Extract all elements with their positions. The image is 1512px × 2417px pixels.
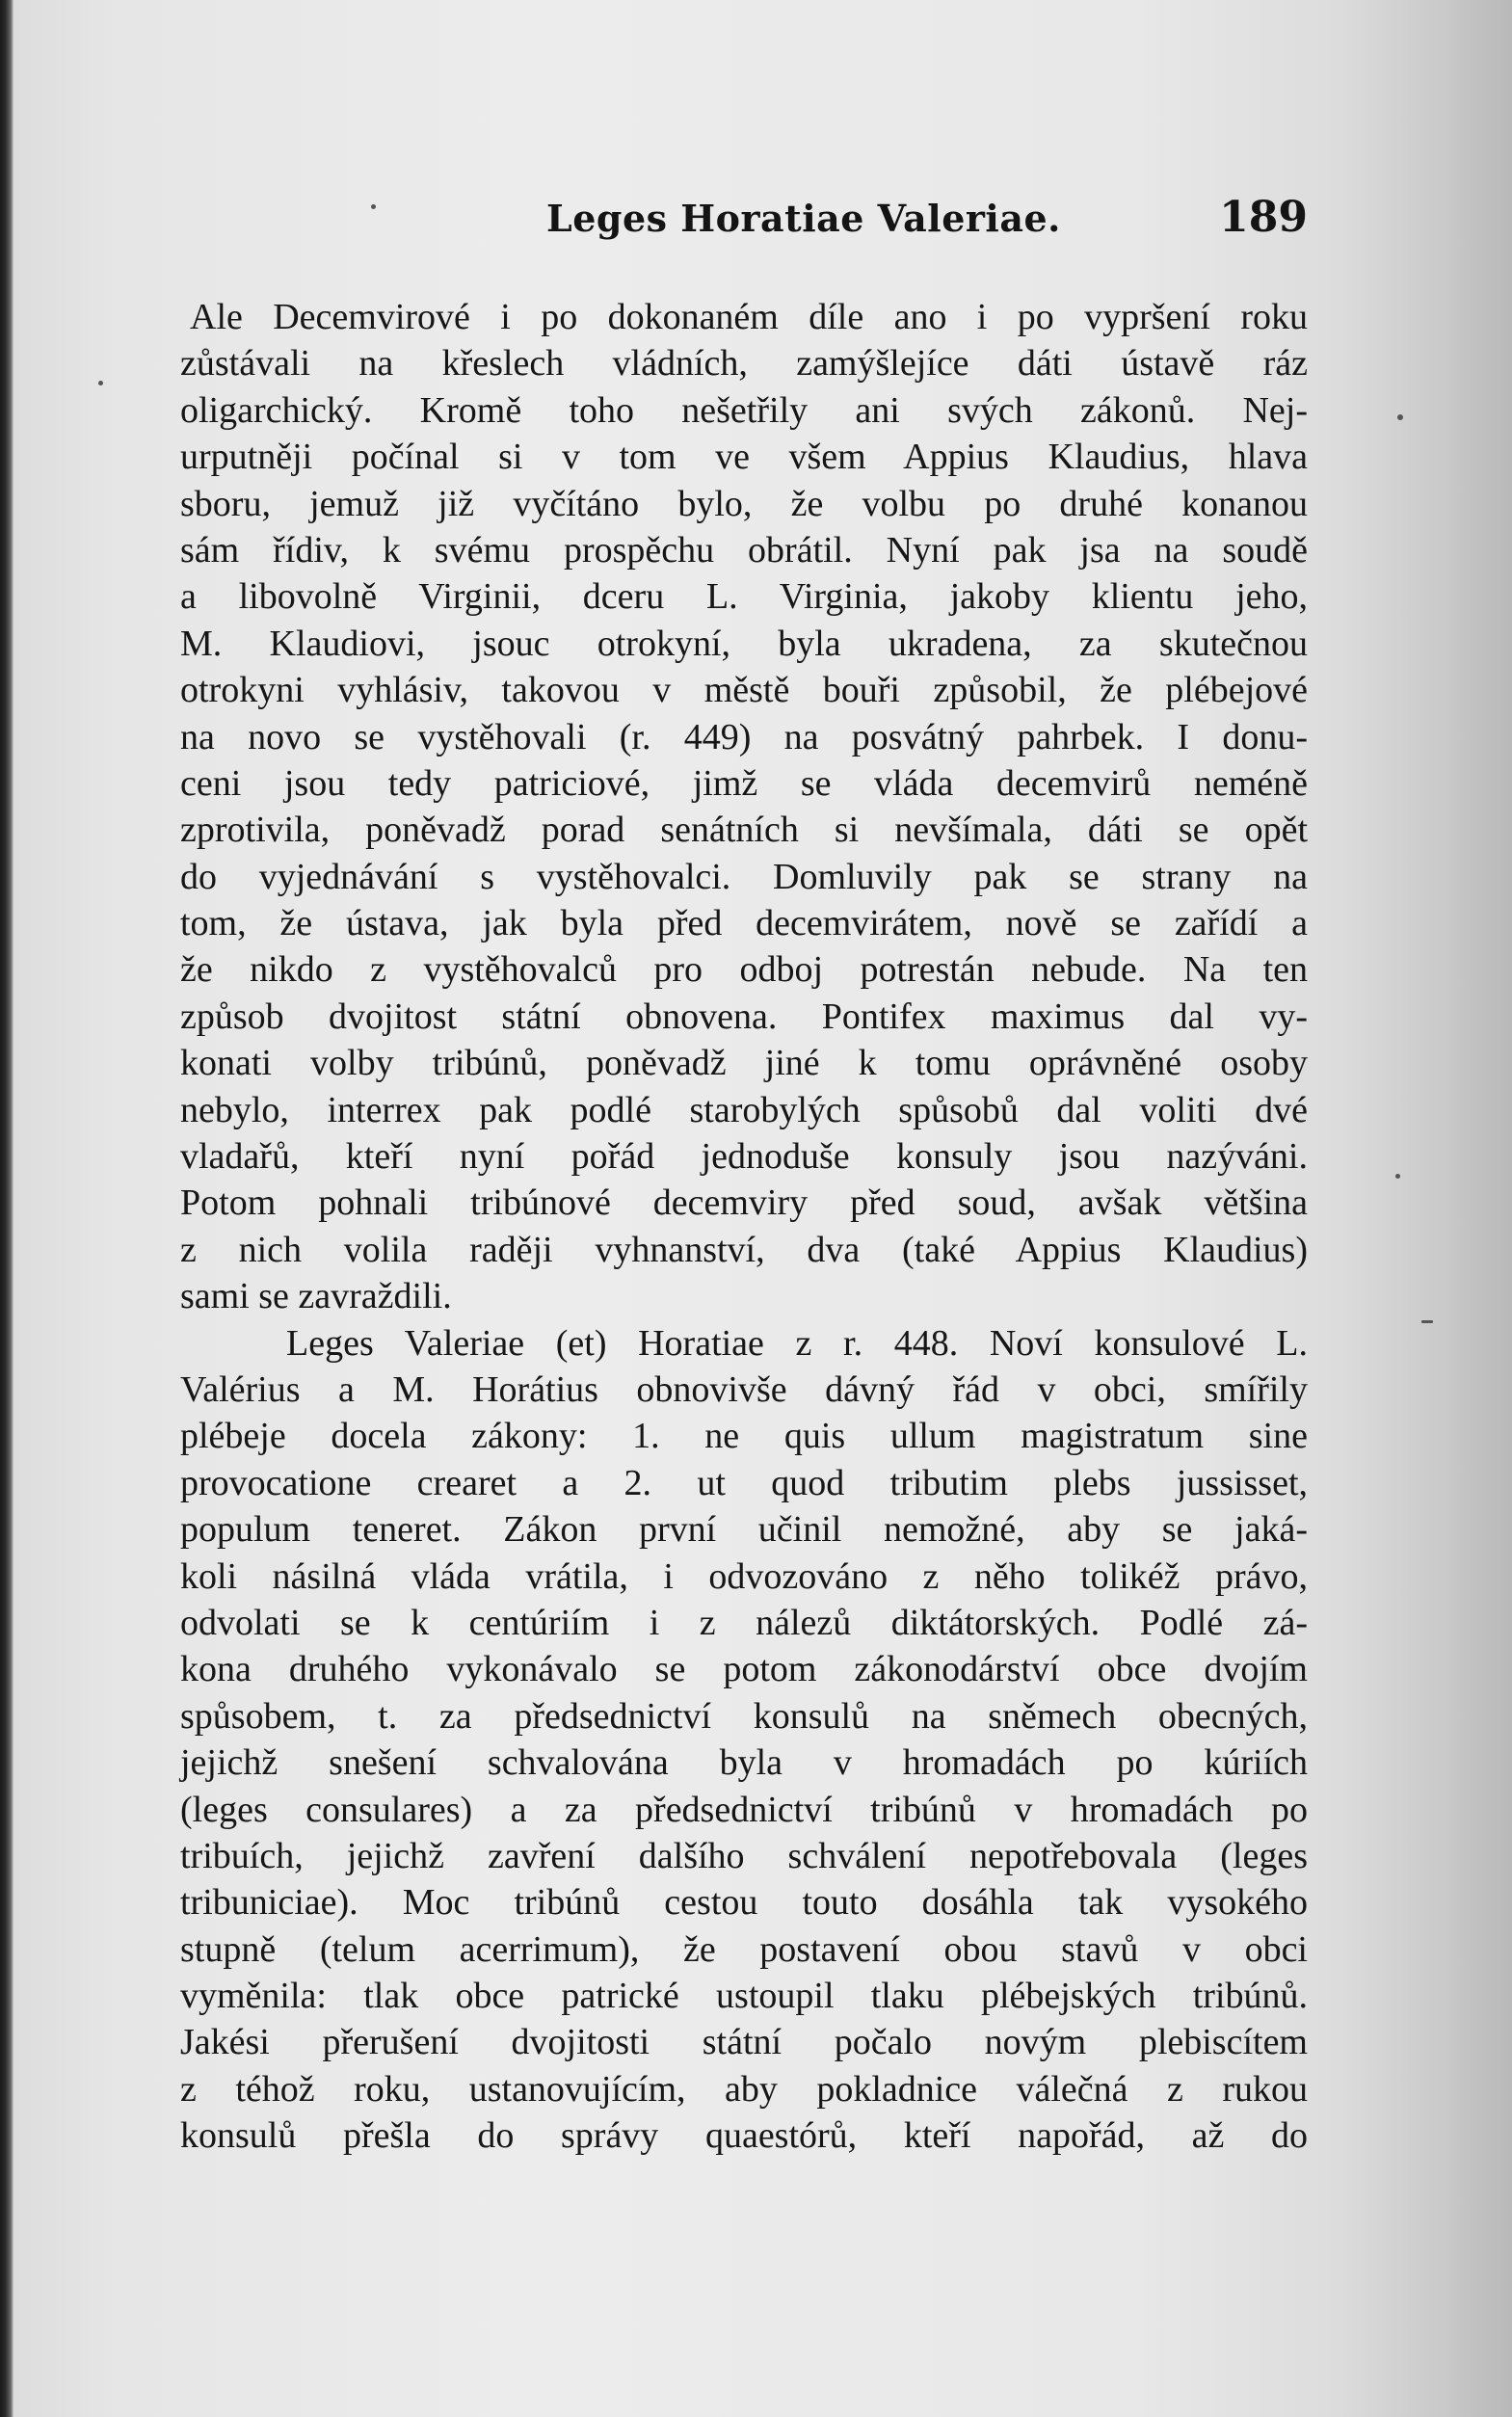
text-line: Potom pohnali tribúnové decemviry před soud, avšak většina: [180, 1182, 1308, 1224]
text-line: ceni jsou tedy patriciové, jimž se vláda decemvirů neméně: [180, 762, 1308, 804]
text-line: Jakési přerušení dvojitosti státní počalo novým plebiscítem: [180, 2022, 1308, 2063]
text-line: z nich volila raději vyhnanství, dva (také Appius Klaudius): [180, 1229, 1308, 1270]
text-line: nebylo, interrex pak podlé starobylých spůsobů dal voliti dvé: [180, 1089, 1308, 1130]
text-line: tribuích, jejichž zavření dalšího schválení nepotřebovala (leges: [180, 1835, 1308, 1876]
text-line: zůstávali na křeslech vládních, zamýšlejíce dáti ústavě ráz: [180, 343, 1308, 385]
text-line: Valérius a M. Horátius obnovivše dávný řád v obci, smířily: [180, 1368, 1308, 1410]
text-line: že nikdo z vystěhovalců pro odboj potrestán nebude. Na ten: [180, 949, 1308, 991]
text-line: plébeje docela zákony: 1. ne quis ullum magistratum sine: [180, 1416, 1308, 1457]
text-line: odvolati se k centúriím i z nálezů diktátorských. Podlé zá-: [180, 1602, 1308, 1643]
text-line: zprotivila, poněvadž porad senátních si nevšímala, dáti se opět: [180, 810, 1308, 851]
text-line: z téhož roku, ustanovujícím, aby pokladnice válečná z rukou: [180, 2068, 1308, 2110]
page-edge-shade: [1339, 0, 1512, 2417]
text-line: otrokyni vyhlásiv, takovou v městě bouři způsobil, že plébejové: [180, 670, 1308, 711]
text-line: urputněji počínal si v tom ve všem Appius Klaudius, hlava: [180, 437, 1308, 478]
ink-speck: [1421, 1320, 1433, 1323]
text-line: způsob dvojitost státní obnovena. Pontifex maximus dal vy-: [180, 996, 1308, 1037]
text-line: konati volby tribúnů, poněvadž jiné k tomu oprávněné osoby: [180, 1043, 1308, 1084]
text-line: konsulů přešla do správy quaestórů, kteří napořád, až do: [180, 2115, 1308, 2157]
text-line: M. Klaudiovi, jsouc otrokyní, byla ukradena, za skutečnou: [180, 623, 1308, 664]
running-head: Leges Horatiae Valeriae.: [546, 197, 1061, 240]
text-line: sám řídiv, k svému prospěchu obrátil. Nyní pak jsa na soudě: [180, 529, 1308, 571]
ink-speck: [1397, 414, 1403, 420]
text-line: na novo se vystěhovali (r. 449) na posvátný pahrbek. I donu-: [180, 716, 1308, 757]
ink-speck: [98, 381, 103, 385]
text-line: populum teneret. Zákon první učinil nemožné, aby se jaká-: [180, 1509, 1308, 1551]
page-number: 189: [1219, 193, 1308, 242]
text-line-section-start: Leges Valeriae (et) Horatiae z r. 448. Noví konsulové L.: [286, 1322, 1308, 1364]
body-text: [180, 294, 1308, 2160]
text-line: sami se zavraždili.: [180, 1276, 452, 1317]
text-line: tom, že ústava, jak byla před decemvirátem, nově se zařídí a: [180, 903, 1308, 944]
text-line: a libovolně Virginii, dceru L. Virginia, jakoby klientu jeho,: [180, 576, 1308, 618]
text-line: do vyjednávání s vystěhovalci. Domluvily pak se strany na: [180, 856, 1308, 897]
text-line: (leges consulares) a za předsednictví tribúnů v hromadách po: [180, 1789, 1308, 1830]
text-line: provocatione crearet a 2. ut quod tributim plebs jussisset,: [180, 1462, 1308, 1503]
text-line: Ale Decemvirové i po dokonaném díle ano i po vypršení roku: [190, 297, 1308, 337]
page-binding-shadow: [0, 0, 13, 2417]
text-line: tribuniciae). Moc tribúnů cestou touto dosáhla tak vysokého: [180, 1882, 1308, 1924]
text-line: oligarchický. Kromě toho nešetřily ani svých zákonů. Nej-: [180, 389, 1308, 431]
text-line: vyměnila: tlak obce patrické ustoupil tlaku plébejských tribúnů.: [180, 1976, 1308, 2017]
text-line: sboru, jemuž již vyčítáno bylo, že volbu po druhé konanou: [180, 483, 1308, 524]
text-line: stupně (telum acerrimum), že postavení obou stavů v obci: [180, 1928, 1308, 1970]
ink-speck: [1395, 1174, 1400, 1179]
text-line: vladařů, kteří nyní pořád jednoduše konsuly jsou nazýváni.: [180, 1136, 1308, 1178]
text-line: koli násilná vláda vrátila, i odvozováno z něho tolikéž právo,: [180, 1555, 1308, 1597]
page-header: [180, 193, 1308, 251]
text-line: spůsobem, t. za předsednictví konsulů na sněmech obecných,: [180, 1695, 1308, 1737]
ink-speck: [371, 204, 376, 209]
text-line: jejichž snešení schvalována byla v hromadách po kúriích: [180, 1742, 1308, 1784]
text-line: kona druhého vykonávalo se potom zákonodárství obce dvojím: [180, 1649, 1308, 1690]
